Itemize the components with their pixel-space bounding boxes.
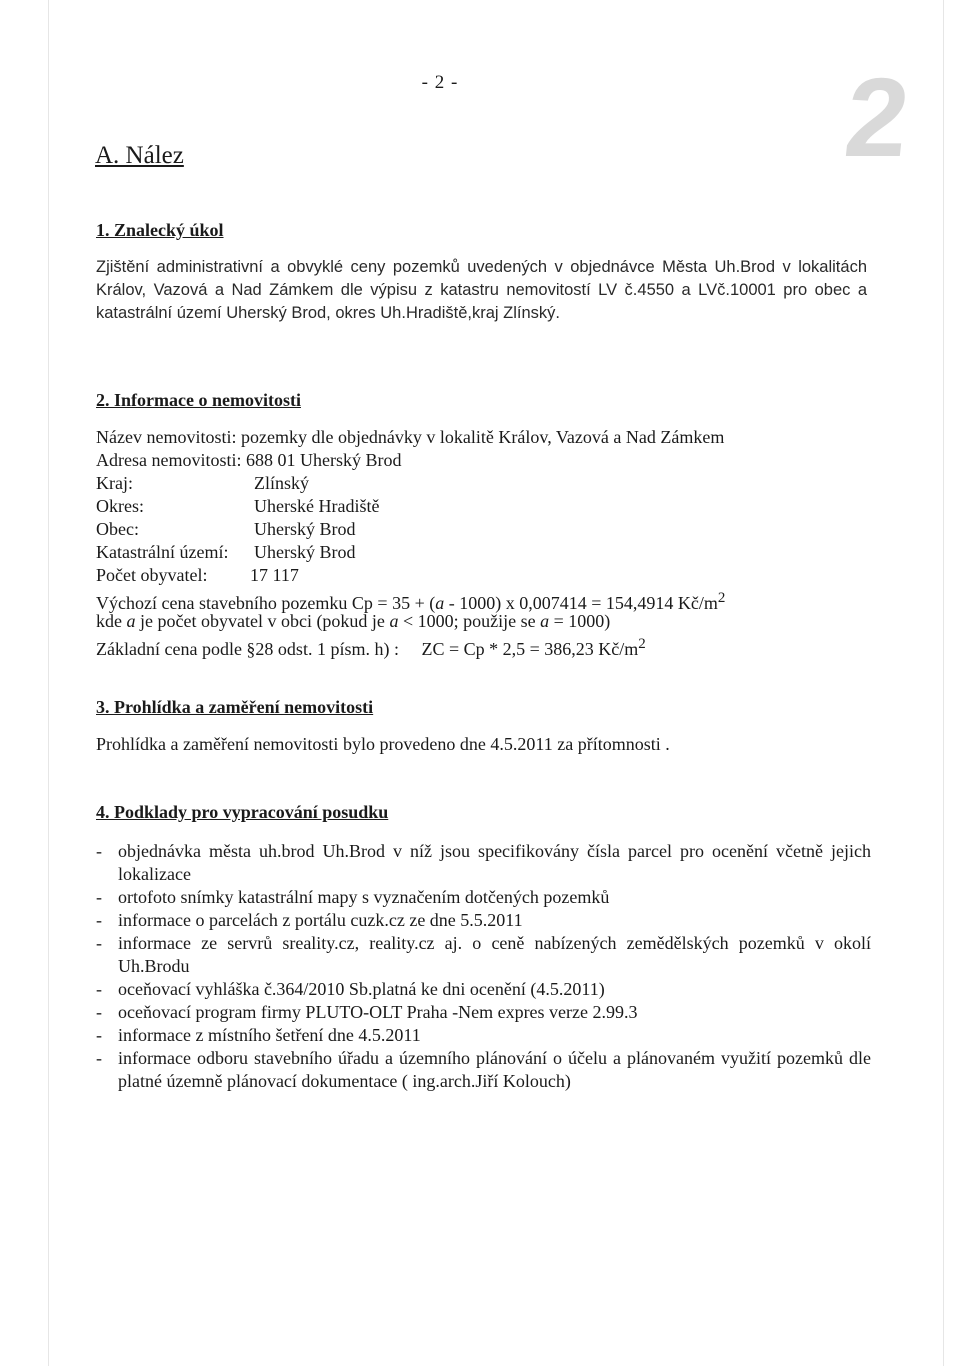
formula-text: < 1000; použije se: [398, 611, 541, 631]
formula-superscript: 2: [638, 636, 646, 652]
section-title-info: 2. Informace o nemovitosti: [96, 390, 301, 410]
info-row-cadastral-area: [96, 541, 876, 564]
formula-value: ZC = Cp * 2,5 = 386,23 Kč/m: [421, 639, 639, 659]
list-bullet: -: [96, 979, 102, 999]
info-value: Uherský Brod: [254, 519, 356, 539]
formula-superscript: 2: [717, 590, 726, 606]
list-bullet: -: [96, 841, 102, 861]
page-number: - 2 -: [421, 72, 459, 93]
list-item: [96, 1047, 871, 1093]
list-item-text: informace z místního šetření dne 4.5.2011: [118, 1025, 421, 1045]
formula-text: - 1000) x 0,007414 = 154,4914 Kč/m: [444, 593, 718, 613]
info-value: 688 01 Uherský Brod: [245, 450, 402, 470]
formula-note: [96, 610, 876, 633]
list-item-text: oceňovací program firmy PLUTO-OLT Praha -Nem expres verze 2.99.3: [118, 1002, 638, 1022]
task-text: Zjištění administrativní a obvyklé ceny pozemků uvedených v objednávce Města Uh.Brod v lokalitách Králov, Vazová a Nad Zámkem dle výpisu z katastru nemovitostí LV č.4550 a LVč.10001 pro obec a katastrální území Uherský Brod, okres Uh.Hradiště,kraj Zlínský.: [96, 258, 867, 322]
handwritten-page-mark: 2: [839, 55, 915, 180]
info-row-region: [96, 472, 876, 495]
list-item-text: informace odboru stavebního úřadu a územního plánování o účelu a plánovaném využití pozemků dle platné územně plánovací dokumentace ( ing.arch.Jiří Kolouch): [118, 1048, 871, 1091]
formula-variable: a: [126, 611, 136, 631]
list-item: [96, 886, 871, 909]
list-item: [96, 1024, 871, 1047]
list-item: [96, 909, 871, 932]
list-item: [96, 978, 871, 1001]
list-bullet: -: [96, 1048, 102, 1068]
formula-variable: a: [389, 611, 399, 631]
info-label: Obec:: [96, 519, 139, 539]
formula-basic-price: [96, 633, 876, 659]
info-label: Kraj:: [96, 473, 133, 493]
list-bullet: -: [96, 1002, 102, 1022]
formula-text: Výchozí cena stavebního pozemku Cp = 35 + (: [96, 593, 436, 613]
formula-text: kde: [96, 611, 127, 631]
list-item-text: oceňovací vyhláška č.364/2010 Sb.platná ke dni ocenění (4.5.2011): [118, 979, 605, 999]
info-value: pozemky dle objednávky v lokalitě Králov, Vazová a Nad Zámkem: [240, 427, 725, 447]
list-bullet: -: [96, 910, 102, 930]
list-item: [96, 1001, 871, 1024]
formula-label: Základní cena podle §28 odst. 1 písm. h) :: [96, 639, 399, 659]
info-value: Zlínský: [254, 473, 310, 493]
property-info: [96, 426, 876, 659]
formula-variable: a: [540, 611, 550, 631]
info-label: Okres:: [96, 496, 144, 516]
scan-edge-left: [48, 0, 49, 1366]
formula-variable: a: [435, 593, 445, 613]
info-row-population: [96, 564, 876, 587]
info-row-district: [96, 495, 876, 518]
info-row-name: [96, 426, 876, 449]
info-value: Uherské Hradiště: [254, 496, 380, 516]
info-value: 17 117: [250, 565, 299, 585]
list-item-text: ortofoto snímky katastrální mapy s vyznačením dotčených pozemků: [118, 887, 610, 907]
formula-text: je počet obyvatel v obci (pokud je: [135, 611, 390, 631]
main-title: A. Nález: [95, 142, 184, 169]
list-item-text: informace o parcelách z portálu cuzk.cz ze dne 5.5.2011: [118, 910, 523, 930]
list-bullet: -: [96, 887, 102, 907]
section-title-inspection: 3. Prohlídka a zaměření nemovitosti: [96, 697, 374, 717]
list-bullet: -: [96, 1025, 102, 1045]
list-item-text: objednávka města uh.brod Uh.Brod v níž jsou specifikovány čísla parcel pro ocenění včetně jejich lokalizace: [118, 841, 871, 884]
list-item: [96, 840, 871, 886]
section-title-task: 1. Znalecký úkol: [96, 220, 224, 240]
scan-edge-right: [943, 0, 944, 1366]
documents-list: [96, 840, 871, 1093]
info-label: Název nemovitosti:: [96, 427, 237, 447]
list-bullet: -: [96, 933, 102, 953]
info-label: Počet obyvatel:: [96, 565, 208, 585]
list-item-text: informace ze servrů sreality.cz, reality.cz aj. o ceně nabízených zemědělských pozemků v okolí Uh.Brodu: [118, 933, 871, 976]
info-label: Katastrální území:: [96, 542, 229, 562]
formula-base-price: [96, 587, 876, 613]
info-row-municipality: [96, 518, 876, 541]
formula-text: = 1000): [549, 611, 611, 631]
info-row-address: [96, 449, 876, 472]
info-value: Uherský Brod: [254, 542, 356, 562]
inspection-text: Prohlídka a zaměření nemovitosti bylo provedeno dne 4.5.2011 za přítomnosti .: [96, 734, 670, 754]
list-item: [96, 932, 871, 978]
info-label: Adresa nemovitosti:: [96, 450, 242, 470]
section-title-documents: 4. Podklady pro vypracování posudku: [96, 802, 389, 822]
